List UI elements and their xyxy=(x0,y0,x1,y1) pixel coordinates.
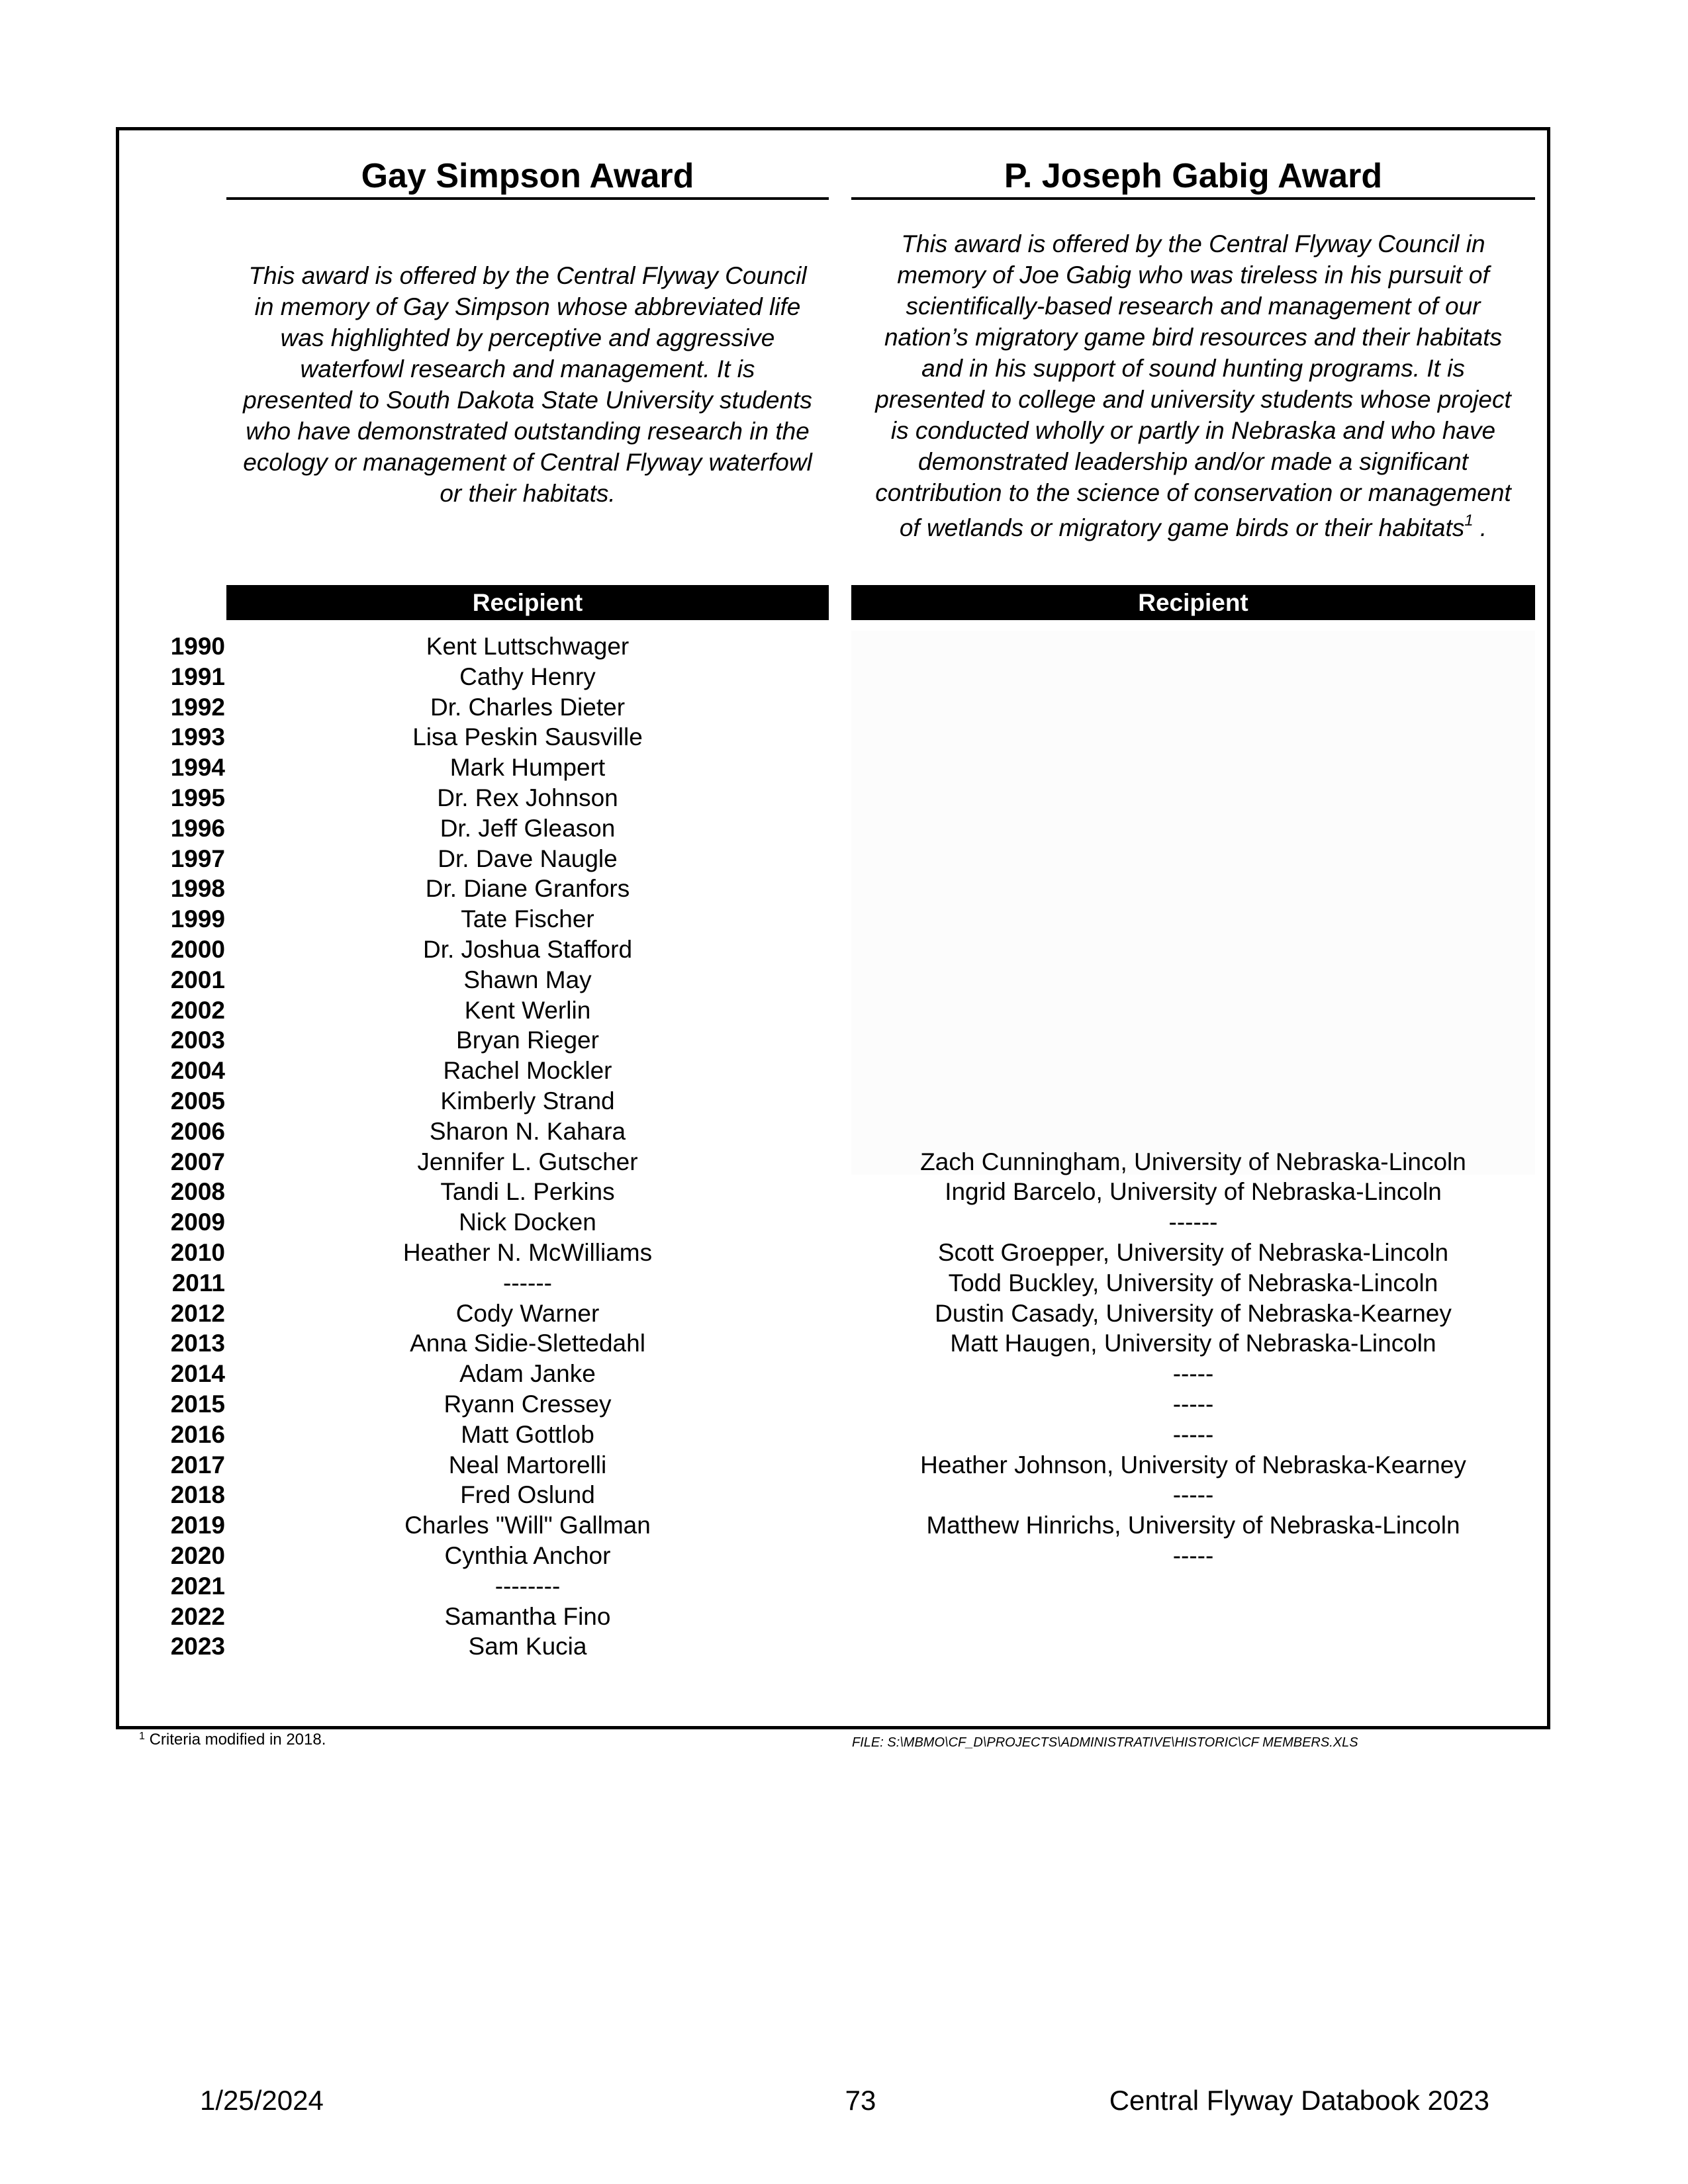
simpson-recipient-header: Recipient xyxy=(226,585,829,620)
gabig-recipient-cell: Todd Buckley, University of Nebraska-Lincoln xyxy=(948,1269,1438,1297)
simpson-recipient-cell: Mark Humpert xyxy=(449,754,606,782)
table-row xyxy=(119,1510,1542,1541)
gabig-recipient-cell: Zach Cunningham, University of Nebraska-Lincoln xyxy=(920,1148,1466,1175)
gabig-recipient-cell: Heather Johnson, University of Nebraska-Kearney xyxy=(920,1451,1466,1479)
gabig-recipient-cell: Matt Haugen, University of Nebraska-Lincoln xyxy=(950,1330,1436,1357)
description-line: nation’s migratory game bird resources and their habitats xyxy=(884,324,1503,351)
description-line: memory of Joe Gabig who was tireless in his pursuit of xyxy=(897,261,1489,289)
description-line: of wetlands or migratory game birds or their habitats$^1$ . xyxy=(899,512,1487,541)
table-row xyxy=(119,1388,1542,1420)
simpson-recipient-cell: Kent Luttschwager xyxy=(426,633,630,660)
file-path: FILE: S:\MBMO\CF_D\PROJECTS\ADMINISTRATIVE\HISTORIC\CF MEMBERS.XLS xyxy=(852,1735,1358,1750)
simpson-recipient-cell: Tandi L. Perkins xyxy=(440,1178,615,1206)
gabig-recipient-cell: ----- xyxy=(1172,1481,1214,1509)
simpson-recipient-cell: Cathy Henry xyxy=(459,662,596,690)
year-cell: 2013 xyxy=(170,1330,225,1357)
simpson-recipient-cell: Dr. Dave Naugle xyxy=(438,844,618,872)
description-line: was highlighted by perceptive and aggressive xyxy=(280,324,775,351)
year-cell: 2005 xyxy=(170,1087,225,1115)
description-line: and in his support of sound hunting programs. It is xyxy=(921,355,1465,382)
table-row xyxy=(119,873,1542,905)
simpson-recipient-cell: Jennifer L. Gutscher xyxy=(417,1148,638,1175)
year-cell: 1994 xyxy=(170,754,225,782)
year-cell: 2008 xyxy=(170,1178,225,1206)
description-line: is conducted wholly or partly in Nebraska and who have xyxy=(890,417,1496,444)
table-row xyxy=(119,1176,1542,1208)
year-cell: 2003 xyxy=(170,1026,225,1054)
year-cell: 2012 xyxy=(170,1299,225,1327)
year-cell: 2020 xyxy=(170,1542,225,1569)
table-row xyxy=(119,1631,1542,1662)
simpson-recipient-cell: Dr. Jeff Gleason xyxy=(440,814,616,842)
gabig-award-title: P. Joseph Gabig Award xyxy=(851,152,1535,200)
simpson-recipient-cell: Kimberly Strand xyxy=(440,1087,615,1115)
simpson-recipient-cell: Cynthia Anchor xyxy=(444,1542,611,1569)
table-row xyxy=(119,1085,1542,1117)
gabig-recipient-cell: ----- xyxy=(1172,1360,1214,1388)
year-cell: 2016 xyxy=(170,1420,225,1448)
simpson-recipient-cell: Charles "Will" Gallman xyxy=(404,1512,651,1539)
gabig-recipient-cell: ----- xyxy=(1172,1420,1214,1448)
simpson-recipient-cell: Adam Janke xyxy=(459,1360,596,1388)
description-line: This award is offered by the Central Flyway Council xyxy=(248,262,807,289)
table-row xyxy=(119,1570,1542,1602)
simpson-recipient-cell: Heather N. McWilliams xyxy=(402,1239,653,1266)
table-row xyxy=(119,1419,1542,1451)
footer-page-number: 73 xyxy=(845,2085,876,2116)
year-cell: 2017 xyxy=(170,1451,225,1479)
year-cell: 2015 xyxy=(170,1390,225,1418)
table-row xyxy=(119,1601,1542,1633)
year-cell: 2022 xyxy=(170,1602,225,1630)
simpson-recipient-cell: Shawn May xyxy=(463,966,592,993)
table-row xyxy=(119,1024,1542,1056)
year-cell: 2001 xyxy=(170,966,225,993)
footnote: $^1$ Criteria modified in 2018. xyxy=(139,1731,326,1749)
simpson-recipient-cell: Neal Martorelli xyxy=(448,1451,607,1479)
description-line: or their habitats. xyxy=(440,480,616,507)
year-cell: 1997 xyxy=(170,844,225,872)
footer-date: 1/25/2024 xyxy=(200,2085,324,2116)
table-row xyxy=(119,1116,1542,1148)
simpson-recipient-cell: Ryann Cressey xyxy=(444,1390,612,1418)
table-row xyxy=(119,631,1542,662)
description-line: This award is offered by the Central Flyway Council in xyxy=(901,230,1485,257)
table-row xyxy=(119,1267,1542,1299)
table-row xyxy=(119,1146,1542,1178)
simpson-recipient-cell: Lisa Peskin Sausville xyxy=(412,723,643,751)
year-cell: 2018 xyxy=(170,1481,225,1509)
year-cell: 2011 xyxy=(171,1269,225,1297)
table-row xyxy=(119,1055,1542,1087)
gabig-recipient-header: Recipient xyxy=(851,585,1535,620)
table-row xyxy=(119,1328,1542,1359)
gabig-recipient-cell: ----- xyxy=(1172,1542,1214,1569)
description-line: contribution to the science of conservation or management xyxy=(875,479,1511,506)
simpson-recipient-cell: Dr. Charles Dieter xyxy=(430,693,626,721)
simpson-recipient-cell: Samantha Fino xyxy=(444,1602,611,1630)
year-cell: 2023 xyxy=(170,1633,225,1661)
simpson-recipient-cell: Fred Oslund xyxy=(460,1481,595,1509)
gabig-description xyxy=(851,228,1535,547)
table-row xyxy=(119,1479,1542,1511)
year-cell: 1991 xyxy=(170,662,225,690)
table-row xyxy=(119,752,1542,784)
year-cell: 1993 xyxy=(170,723,225,751)
table-row xyxy=(119,721,1542,753)
description-line: in memory of Gay Simpson whose abbreviated life xyxy=(254,293,801,320)
table-row xyxy=(119,934,1542,966)
year-cell: 2000 xyxy=(170,936,225,963)
simpson-recipient-cell: Matt Gottlob xyxy=(461,1420,594,1448)
gabig-recipient-cell: Scott Groepper, University of Nebraska-Lincoln xyxy=(937,1239,1449,1266)
gay-simpson-award-title: Gay Simpson Award xyxy=(226,152,829,200)
simpson-recipient-cell: Rachel Mockler xyxy=(443,1057,612,1085)
table-row xyxy=(119,1449,1542,1481)
description-line: ecology or management of Central Flyway waterfowl xyxy=(243,449,812,476)
year-cell: 2021 xyxy=(170,1572,225,1600)
gabig-recipient-cell: Matthew Hinrichs, University of Nebraska-Lincoln xyxy=(926,1512,1460,1539)
table-row xyxy=(119,692,1542,723)
year-cell: 2010 xyxy=(170,1239,225,1266)
simpson-recipient-cell: Dr. Joshua Stafford xyxy=(422,936,633,963)
year-cell: 1998 xyxy=(170,875,225,903)
simpson-recipient-cell: Kent Werlin xyxy=(464,996,591,1024)
year-cell: 2019 xyxy=(170,1512,225,1539)
table-row xyxy=(119,782,1542,814)
description-line: waterfowl research and management. It is xyxy=(300,355,755,383)
gabig-recipient-cell: Dustin Casady, University of Nebraska-Kearney xyxy=(935,1299,1452,1327)
year-cell: 2002 xyxy=(170,996,225,1024)
table-row xyxy=(119,661,1542,693)
gay-simpson-description xyxy=(229,260,826,509)
description-line: scientifically-based research and management of our xyxy=(906,293,1481,320)
table-row xyxy=(119,964,1542,996)
year-cell: 2014 xyxy=(170,1360,225,1388)
table-row xyxy=(119,1540,1542,1572)
table-row xyxy=(119,995,1542,1026)
simpson-recipient-cell: Tate Fischer xyxy=(461,905,594,933)
simpson-recipient-cell: Dr. Rex Johnson xyxy=(437,784,618,811)
table-row xyxy=(119,1358,1542,1390)
simpson-recipient-cell: Sam Kucia xyxy=(468,1633,587,1661)
description-line: presented to South Dakota State University students xyxy=(243,387,812,414)
simpson-recipient-cell: Cody Warner xyxy=(455,1299,600,1327)
simpson-recipient-cell: Sharon N. Kahara xyxy=(429,1117,626,1145)
year-cell: 1996 xyxy=(170,814,225,842)
description-line: who have demonstrated outstanding research in the xyxy=(246,418,810,445)
year-cell: 2006 xyxy=(170,1117,225,1145)
simpson-recipient-cell: Dr. Diane Granfors xyxy=(425,875,630,903)
year-cell: 2009 xyxy=(170,1208,225,1236)
gabig-recipient-cell: ----- xyxy=(1172,1390,1214,1418)
year-cell: 1995 xyxy=(170,784,225,811)
simpson-recipient-cell: ------ xyxy=(503,1269,552,1297)
year-cell: 1999 xyxy=(170,905,225,933)
simpson-recipient-cell: -------- xyxy=(494,1572,561,1600)
description-line: demonstrated leadership and/or made a significant xyxy=(918,448,1468,475)
footer-databook-title: Central Flyway Databook 2023 xyxy=(1109,2085,1489,2116)
table-row xyxy=(119,1237,1542,1269)
table-row xyxy=(119,1298,1542,1330)
year-cell: 1990 xyxy=(170,633,225,660)
description-line: presented to college and university students whose project xyxy=(875,386,1511,413)
simpson-recipient-cell: Bryan Rieger xyxy=(456,1026,599,1054)
table-row xyxy=(119,903,1542,935)
table-row xyxy=(119,843,1542,875)
year-cell: 1992 xyxy=(170,693,225,721)
gabig-recipient-cell: ------ xyxy=(1168,1208,1218,1236)
table-row xyxy=(119,1206,1542,1238)
simpson-recipient-cell: Anna Sidie-Slettedahl xyxy=(410,1330,645,1357)
simpson-recipient-cell: Nick Docken xyxy=(459,1208,596,1236)
table-row xyxy=(119,813,1542,844)
year-cell: 2004 xyxy=(170,1057,225,1085)
year-cell: 2007 xyxy=(170,1148,225,1175)
gabig-recipient-cell: Ingrid Barcelo, University of Nebraska-Lincoln xyxy=(945,1178,1442,1206)
